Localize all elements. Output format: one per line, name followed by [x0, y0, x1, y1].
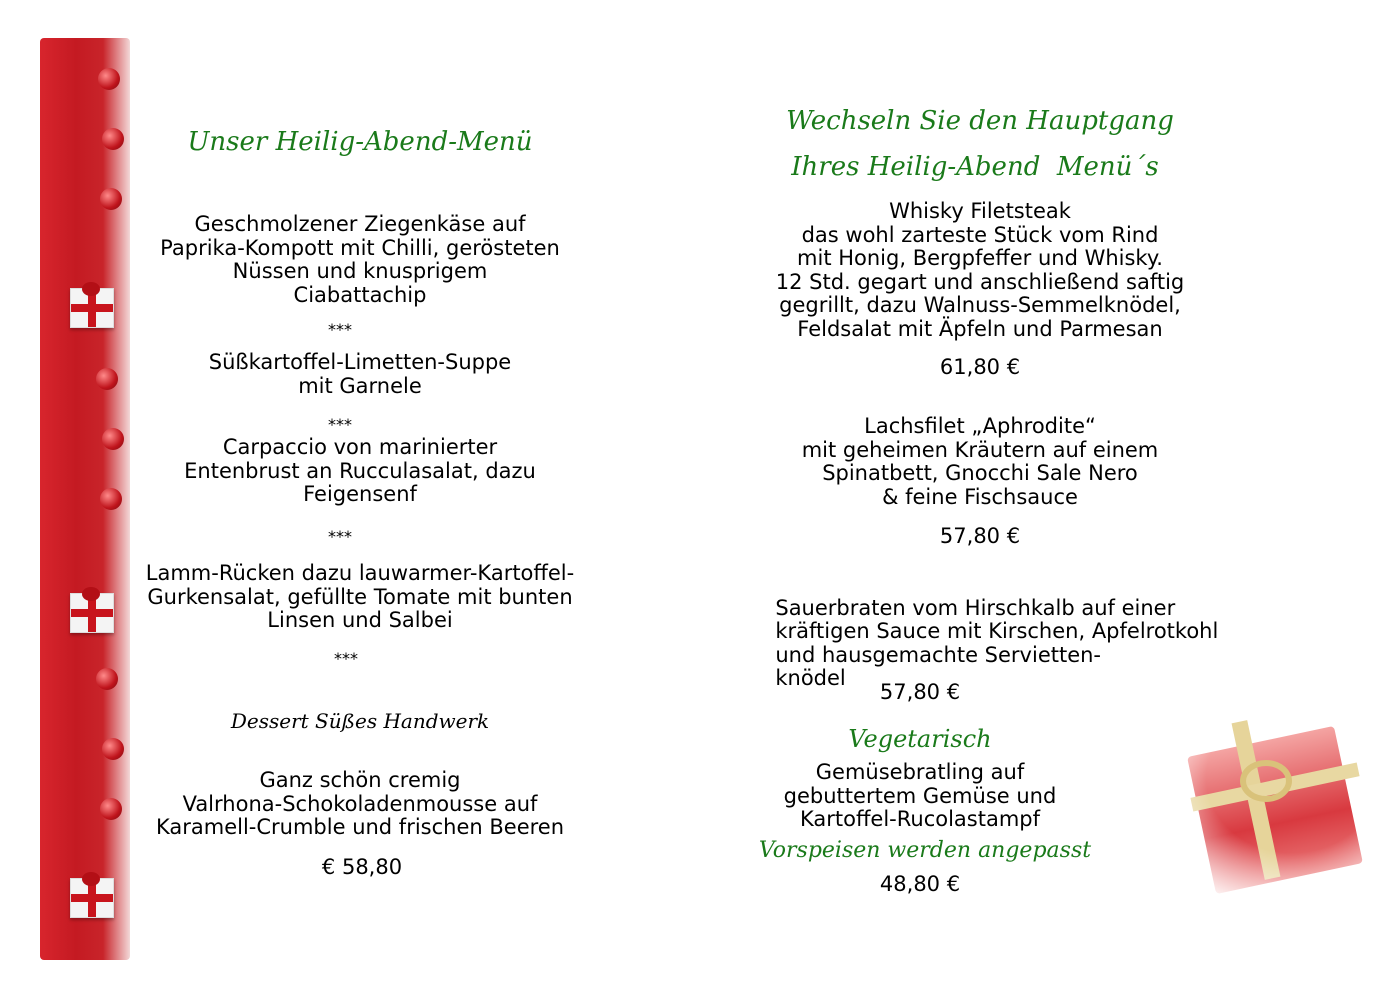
- menu-title: Unser Heilig-Abend-Menü: [187, 127, 533, 157]
- vegetarian-title: Vegetarisch: [848, 725, 992, 753]
- ornament-ball-icon: [98, 68, 120, 90]
- separator: ***: [328, 320, 352, 339]
- dessert-title: Dessert Süßes Handwerk: [230, 709, 490, 733]
- starter-note: Vorspeisen werden angepasst: [758, 838, 1092, 863]
- ornament-ball-icon: [100, 798, 122, 820]
- ornament-ball-icon: [96, 668, 118, 690]
- dish-gemuesebratling: Gemüsebratling auf gebuttertem Gemüse und Kartoffel-Rucolastampf: [783, 760, 1057, 831]
- dish-sauerbraten: Sauerbraten vom Hirschkalb auf einer kräftigen Sauce mit Kirschen, Apfelrotkohl und hausgemachte Servietten- knödel: [775, 595, 1219, 690]
- price-filetsteak: 61,80 €: [939, 355, 1021, 379]
- separator: ***: [334, 649, 358, 668]
- price-lachsfilet: 57,80 €: [939, 524, 1021, 548]
- ornament-ball-icon: [102, 738, 124, 760]
- ornament-ball-icon: [100, 488, 122, 510]
- course-soup: Süßkartoffel-Limetten-Suppe mit Garnele: [208, 350, 512, 398]
- price-sauerbraten: 57,80 €: [879, 680, 961, 704]
- menu-price: € 58,80: [321, 855, 403, 879]
- bow-icon: [82, 587, 100, 601]
- ornament-ball-icon: [100, 188, 122, 210]
- course-carpaccio: Carpaccio von marinierter Entenbrust an Rucculasalat, dazu Feigensenf: [184, 435, 536, 506]
- bow-icon: [82, 872, 100, 886]
- ornament-ball-icon: [102, 128, 124, 150]
- dish-filetsteak: Whisky Filetsteak das wohl zarteste Stück vom Rind mit Honig, Bergpfeffer und Whisky. 12 Std. gegart und anschließend saftig gegrillt, dazu Walnuss-Semmelknödel, Feldsalat mit Äpfeln und Parmesan: [775, 199, 1185, 341]
- course-dessert: Ganz schön cremig Valrhona-Schokoladenmousse auf Karamell-Crumble und frischen Beeren: [155, 768, 565, 839]
- course-starter: Geschmolzener Ziegenkäse auf Paprika-Kompott mit Chilli, gerösteten Nüssen und knusprigem Ciabattachip: [160, 212, 560, 307]
- swap-title-line2: Ihres Heilig-Abend Menü´s: [791, 152, 1159, 182]
- separator: ***: [328, 527, 352, 546]
- swap-title-line1: Wechseln Sie den Hauptgang: [786, 106, 1174, 136]
- ornament-ball-icon: [96, 368, 118, 390]
- christmas-ornament-border: [40, 38, 130, 960]
- course-main: Lamm-Rücken dazu lauwarmer-Kartoffel- Gurkensalat, gefüllte Tomate mit bunten Linsen und Salbei: [145, 561, 575, 632]
- separator: ***: [328, 415, 352, 434]
- dish-sauerbraten-lines: [762, 573, 1218, 691]
- bow-icon: [82, 282, 100, 296]
- price-vegetarian: 48,80 €: [879, 872, 961, 896]
- dish-lachsfilet: Lachsfilet „Aphrodite“ mit geheimen Kräutern auf einem Spinatbett, Gnocchi Sale Nero & feine Fischsauce: [801, 414, 1159, 509]
